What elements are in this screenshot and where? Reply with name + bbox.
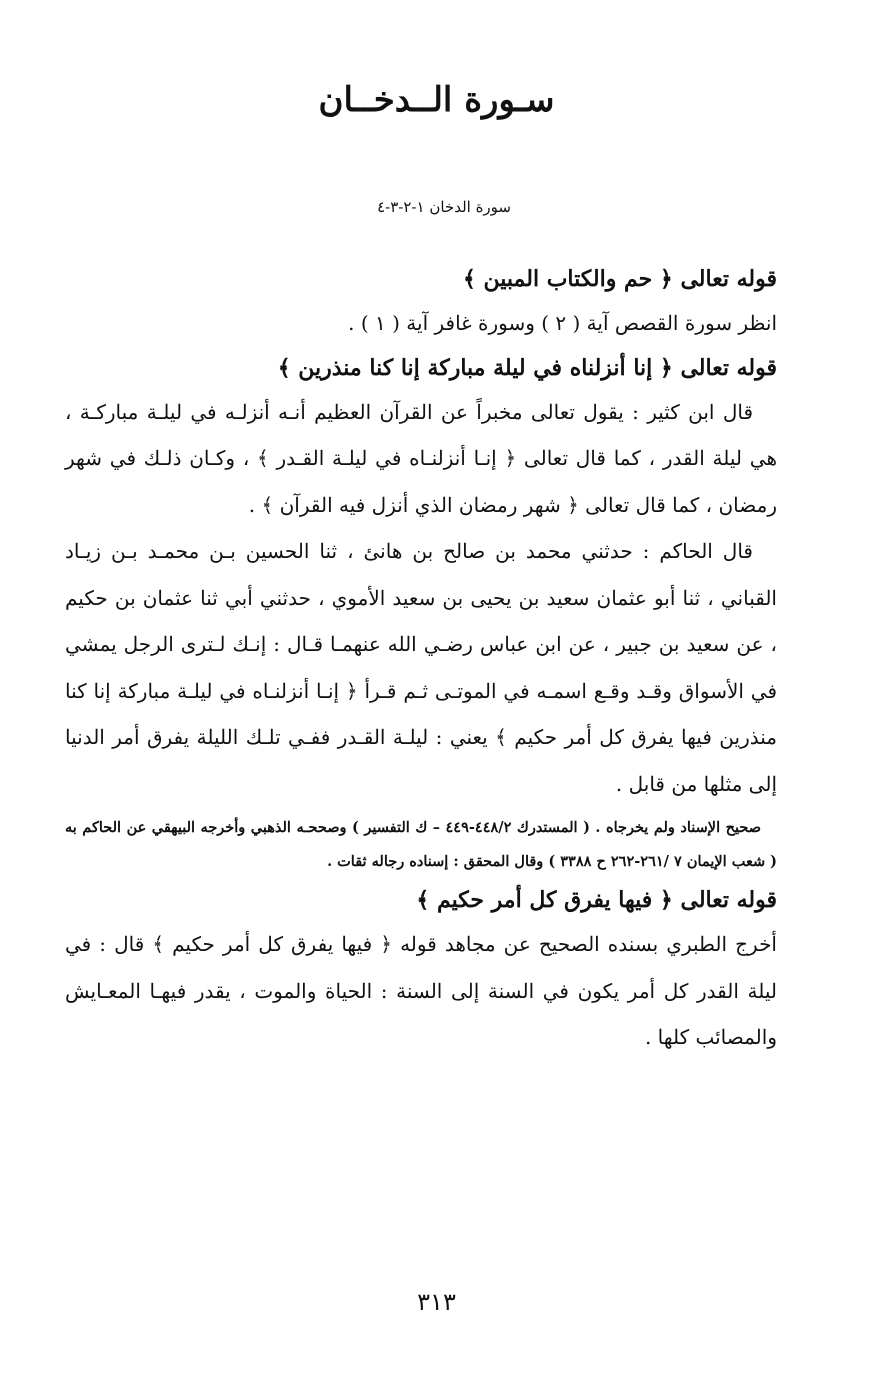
paragraph-3: قال الحاكم : حدثني محمد بن صالح بن هانئ ، ثنا الحسين بـن محمـد بـن زيـاد القباني ، ثنا أبو عثمان سعيد بن يحيى بن سعيد الأموي ، حدثني أبي ثنا عثمان بن حكيم ، عن سعيد بن جبير ، عن ابن عباس رضـي الله عنهمـا قـال : إنـك لـترى الرجل يمشي في الأسواق وقـد وقـع اسمـه في الموتـى ثـم قـرأ ﴿ إنـا أنزلنـاه في ليلـة مباركة إنا كنا منذرين فيها يفرق كل أمر حكيم ﴾ يعني : ليلـة القـدر ففـي تلـك الليلة يفرق أمر الدنيا إلى مثلها من قابل . — [65, 539, 777, 796]
chapter-title: سـورة الــدخــان — [318, 80, 555, 120]
verse-heading-3: قوله تعالى ﴿ فيها يفرق كل أمر حكيم ﴾ — [416, 887, 777, 913]
verse-heading-2: قوله تعالى ﴿ إنا أنزلناه في ليلة مباركة إنا كنا منذرين ﴾ — [277, 354, 777, 381]
page-number: ٣١٣ — [417, 1288, 456, 1316]
verse-heading-1: قوله تعالى ﴿ حم والكتاب المبين ﴾ — [462, 266, 777, 292]
paragraph-2: قال ابن كثير : يقول تعالى مخبراً عن القرآن العظيم أنـه أنزلـه في ليلـة مباركـة ، هي ليلة القدر ، كما قال تعالى ﴿ إنـا أنزلنـاه في ليلـة القـدر ﴾ ، وكـان ذلـك في شهر رمضان ، كما قال تعالى ﴿ شهر رمضان الذي أنزل فيه القرآن ﴾ . — [65, 399, 777, 517]
verse-reference: سورة الدخان ١-٢-٣-٤ — [377, 198, 511, 216]
paragraph-1: انظر سورة القصص آية ( ٢ ) وسورة غافر آية ( ١ ) . — [348, 311, 777, 335]
page-content — [65, 258, 777, 1061]
paragraph-4: أخرج الطبري بسنده الصحيح عن مجاهد قوله ﴿ فيها يفرق كل أمر حكيم ﴾ قال : في ليلة القدر كل أمر يكون في السنة إلى السنة : الحياة والموت ، يقدر فيهـا المعـايش والمصائب كلها . — [65, 932, 777, 1049]
footnote-takhrij: صحيح الإسناد ولم يخرجاه . ( المستدرك ٤٤٨/٢-٤٤٩ – ك التفسير ) وصححـه الذهبي وأخرجه البيهقي عن الحاكم به ( شعب الإيمان ٧ /٢٦١-٢٦٢ ح ٣٣٨٨ ) وقال المحقق : إسناده رجاله ثقات . — [65, 819, 777, 870]
